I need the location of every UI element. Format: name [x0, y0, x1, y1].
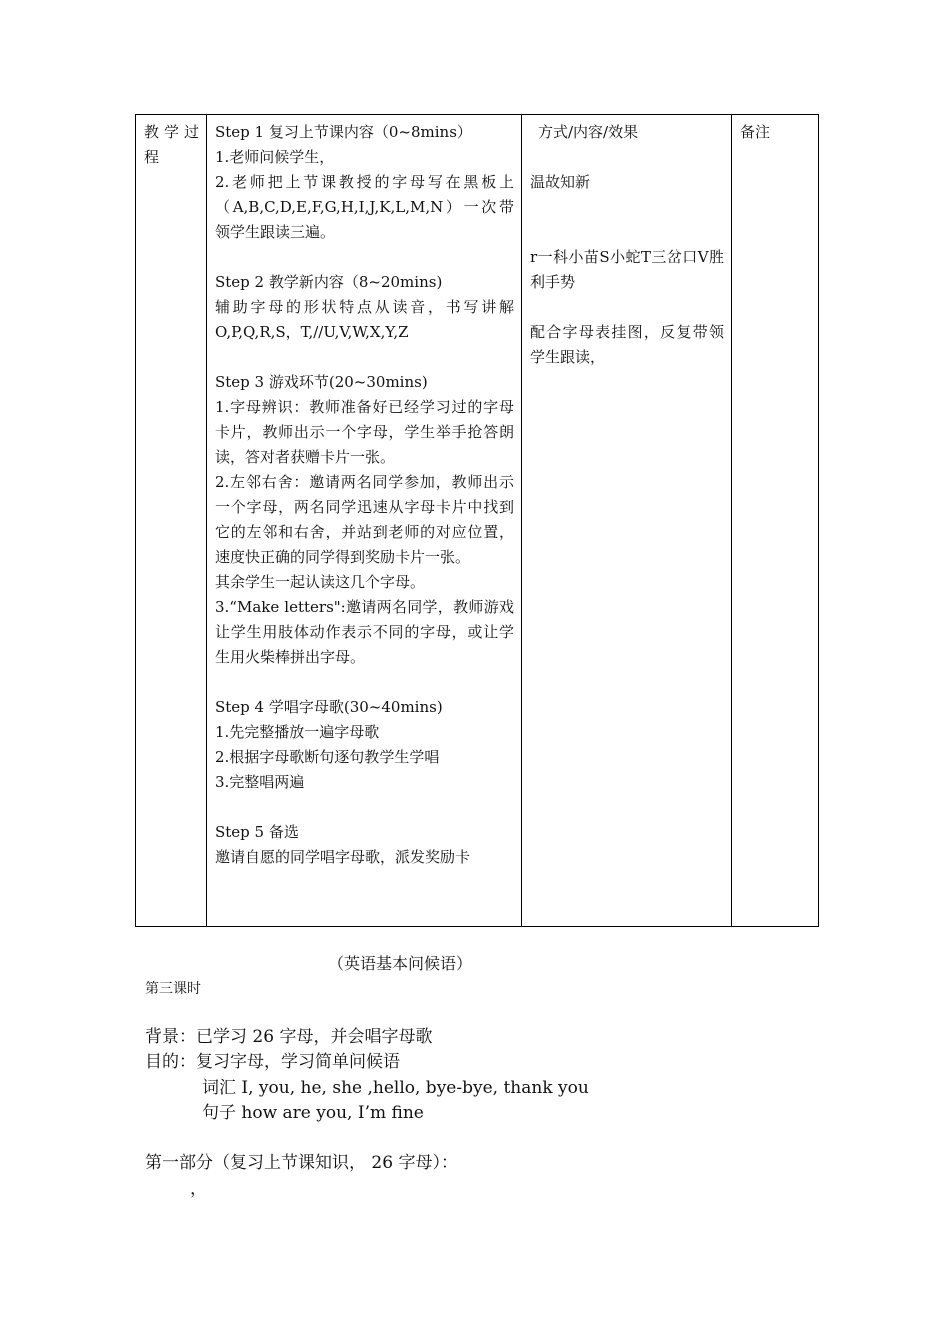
section-label: 教学过程 — [144, 123, 199, 166]
step3-line: 其余学生一起认读这几个字母。 — [215, 573, 426, 591]
step4-line: 3.完整唱两遍 — [215, 773, 305, 791]
section-label-cell — [136, 115, 207, 927]
step2-title: Step 2 教学新内容（8~20mins) — [215, 273, 443, 291]
lesson-goal: 目的：复习字母，学习简单问候语 — [145, 1052, 400, 1072]
method-note-b: r一科小苗S小蛇T三岔口V胜利手势 — [530, 248, 724, 291]
step3-line: 3.“Make letters":邀请两名同学，教师游戏让学生用肢体动作表示不同的字母，或让学生用火柴棒拼出字母。 — [215, 598, 514, 666]
step4-line: 2.根据字母歌断句逐句教学生学唱 — [215, 748, 440, 766]
step1-title: Step 1 复习上节课内容（0~8mins） — [215, 123, 472, 141]
lesson-vocabulary: 词汇 I, you, he, she ,hello, bye-bye, thank you — [202, 1078, 589, 1098]
method-cell — [522, 115, 732, 927]
step1-line: 1.老师问候学生， — [215, 148, 335, 166]
trailing-comma: ， — [190, 1179, 207, 1199]
step3-line: 1.字母辨识：教师准备好已经学习过的字母卡片，教师出示一个字母，学生举手抢答朗读，答对者获赠卡片一张。 — [215, 398, 514, 466]
method-note-a: 温故知新 — [530, 173, 591, 191]
lesson-sentence: 句子 how are you, I’m fine — [202, 1103, 424, 1123]
step5-line: 邀请自愿的同学唱字母歌，派发奖励卡 — [215, 848, 471, 866]
remarks-cell — [732, 115, 819, 927]
step2-line: 辅助字母的形状特点从读音，书写讲解O,P,Q,R,S，T,//U,V,W,X,Y,Z — [215, 298, 514, 341]
part-one-heading: 第一部分（复习上节课知识， 26 字母）： — [145, 1153, 458, 1173]
step1-line: 2.老师把上节课教授的字母写在黑板上（A,B,C,D,E,F,G,H,I,J,K,L,M,N）一次带领学生跟读三遍。 — [215, 173, 514, 241]
step3-line: 2.左邻右舍：邀请两名同学参加，教师出示一个字母，两名同学迅速从字母卡片中找到它的左邻和右舍，并站到老师的对应位置，速度快正确的同学得到奖励卡片一张。 — [215, 473, 514, 566]
procedure-cell — [207, 115, 522, 927]
lesson-background: 背景：已学习 26 字母，并会唱字母歌 — [145, 1027, 433, 1047]
lesson-period: 第三课时 — [145, 981, 201, 997]
lesson-title: （英语基本问候语） — [328, 954, 473, 973]
method-header: 方式/内容/效果 — [538, 123, 639, 141]
step3-title: Step 3 游戏环节(20~30mins) — [215, 373, 428, 391]
step4-line: 1.先完整播放一遍字母歌 — [215, 723, 380, 741]
step4-title: Step 4 学唱字母歌(30~40mins) — [215, 698, 443, 716]
step5-title: Step 5 备选 — [215, 823, 299, 841]
teaching-process-table — [135, 114, 819, 927]
method-note-c: 配合字母表挂图，反复带领学生跟读， — [530, 323, 724, 366]
remarks-header: 备注 — [740, 123, 771, 141]
